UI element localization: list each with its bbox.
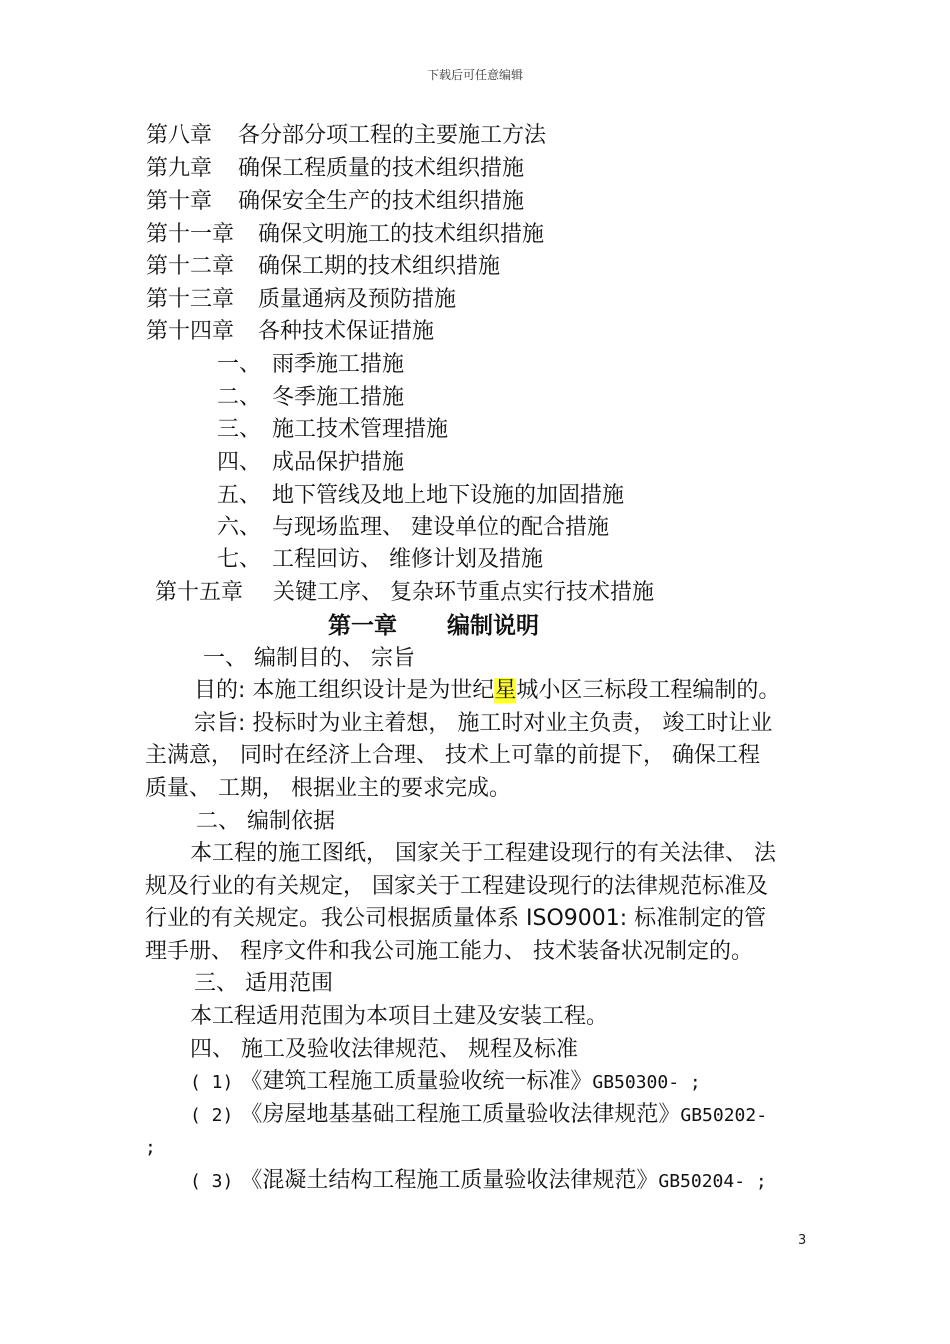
toc-chapter-title: 质量通病及预防措施 (258, 287, 457, 312)
page-header: 下载后可任意编辑 (426, 68, 523, 82)
toc-chapter-number: 第十五章 (155, 580, 244, 605)
standard-title: 《房屋地基基础工程施工质量验收法律规范》 (240, 1102, 681, 1127)
toc-subitem (217, 481, 624, 511)
section-heading: 二、 编制依据 (196, 809, 335, 834)
toc-subitem (217, 545, 543, 575)
standard-code: GB50300- ; (592, 1072, 701, 1093)
toc-subitem-number: 三、 (217, 417, 262, 442)
toc-chapter-number: 第十四章 (146, 319, 235, 344)
item-index: ( 3) (190, 1171, 234, 1192)
chapter-name: 编制说明 (447, 613, 539, 639)
toc-chapter-title: 各分部分项工程的主要施工方法 (238, 123, 547, 148)
toc-chapter-title: 确保工程质量的技术组织措施 (238, 156, 525, 181)
paragraph-line: 理手册、 程序文件和我公司施工能力、 技术装备状况制定的。 (145, 939, 753, 964)
paragraph-line: 规及行业的有关规定， 国家关于工程建设现行的法律规范标准及 (145, 874, 768, 899)
toc-subitem-title: 雨季施工措施 (272, 352, 405, 377)
toc-chapter-number: 第八章 (146, 123, 213, 148)
section-heading: 一、 编制目的、 宗旨 (203, 646, 415, 671)
toc-chapter-title: 确保工期的技术组织措施 (258, 254, 501, 279)
item-index: ( 1) (190, 1072, 234, 1093)
toc-item (146, 187, 524, 217)
standard-title: 《混凝土结构工程施工质量验收法律规范》 (240, 1168, 659, 1193)
toc-subitem (217, 448, 404, 478)
toc-subitem (217, 383, 404, 413)
toc-subitem (217, 415, 448, 445)
page-number: 3 (798, 1233, 807, 1248)
toc-item (146, 317, 434, 347)
toc-chapter-number: 第十一章 (146, 222, 235, 247)
standard-item (190, 1166, 767, 1197)
text-run: 城小区三标段工程编制的。 (516, 678, 781, 703)
toc-subitem (217, 350, 404, 380)
toc-subitem-number: 一、 (217, 352, 262, 377)
toc-subitem-number: 六、 (217, 515, 262, 540)
toc-item (146, 252, 500, 282)
toc-subitem-title: 成品保护措施 (272, 450, 405, 475)
toc-subitem-title: 工程回访、 维修计划及措施 (272, 547, 543, 572)
toc-item (146, 285, 456, 315)
toc-item (146, 154, 524, 184)
standard-code: GB50204- ; (658, 1171, 767, 1192)
toc-chapter-number: 第十三章 (146, 287, 235, 312)
section-heading: 四、 施工及验收法律规范、 规程及标准 (190, 1037, 578, 1062)
toc-subitem-number: 五、 (217, 483, 262, 508)
toc-chapter-number: 第十二章 (146, 254, 235, 279)
toc-subitem-number: 七、 (217, 547, 262, 572)
standard-item (190, 1100, 767, 1131)
toc-subitem-title: 地下管线及地上地下设施的加固措施 (272, 483, 625, 508)
toc-chapter-title: 确保安全生产的技术组织措施 (238, 189, 525, 214)
toc-subitem-number: 二、 (217, 385, 262, 410)
section-heading: 三、 适用范围 (194, 971, 333, 996)
toc-chapter-title: 确保文明施工的技术组织措施 (258, 222, 545, 247)
chapter-number: 第一章 (328, 613, 397, 639)
text-run: 目的: 本施工组织设计是为世纪 (194, 678, 495, 703)
toc-subitem-number: 四、 (217, 450, 262, 475)
toc-item (146, 121, 546, 151)
standard-title: 《建筑工程施工质量验收统一标准》 (240, 1069, 593, 1094)
standard-item-continuation: ; (145, 1137, 156, 1158)
paragraph-line: 质量、 工期， 根据业主的要求完成。 (145, 776, 511, 801)
toc-subitem-title: 冬季施工措施 (272, 385, 405, 410)
toc-item (146, 220, 544, 250)
toc-subitem (217, 513, 609, 543)
toc-chapter-number: 第九章 (146, 156, 213, 181)
paragraph-line: 主满意， 同时在经济上合理、 技术上可靠的前提下， 确保工程 (145, 743, 760, 768)
highlighted-text: 星 (494, 678, 517, 703)
item-index: ( 2) (190, 1105, 234, 1126)
toc-chapter-number: 第十章 (146, 189, 213, 214)
paragraph-line: 行业的有关规定。我公司根据质量体系 ISO9001: 标准制定的管 (145, 906, 767, 931)
standard-item (190, 1067, 701, 1098)
standard-code: GB50202- (680, 1105, 768, 1126)
toc-subitem-title: 施工技术管理措施 (272, 417, 449, 442)
chapter-title (328, 611, 539, 641)
toc-chapter-title: 关键工序、 复杂环节重点实行技术措施 (273, 580, 654, 605)
toc-item (155, 578, 654, 608)
toc-subitem-title: 与现场监理、 建设单位的配合措施 (272, 515, 609, 540)
paragraph-line: 本工程的施工图纸， 国家关于工程建设现行的有关法律、 法 (190, 841, 776, 866)
paragraph-line (194, 676, 780, 706)
paragraph-line: 宗旨: 投标时为业主着想， 施工时对业主负责， 竣工时让业 (194, 711, 773, 736)
toc-chapter-title: 各种技术保证措施 (258, 319, 435, 344)
paragraph-line: 本工程适用范围为本项目土建及安装工程。 (190, 1004, 609, 1029)
